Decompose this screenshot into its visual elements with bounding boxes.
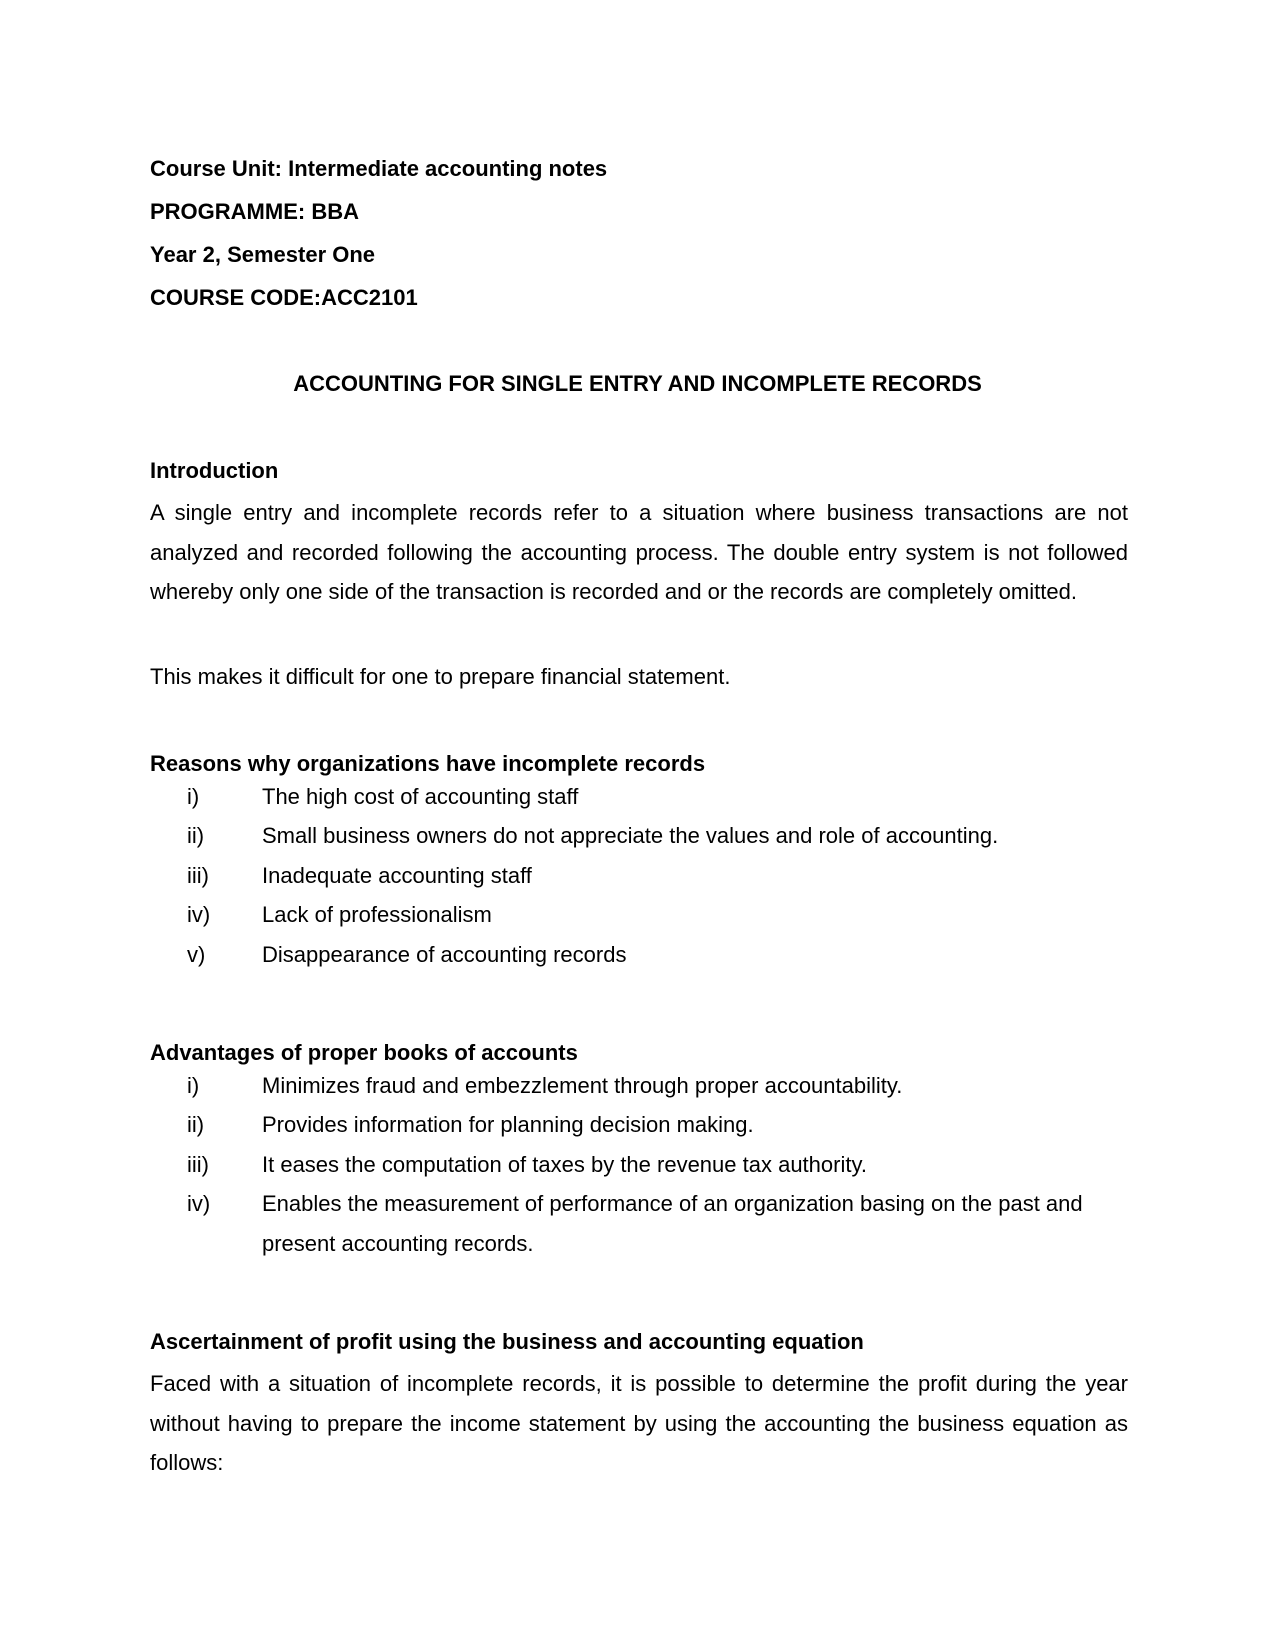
list-item-text: It eases the computation of taxes by the revenue tax authority. [262, 1152, 867, 1177]
list-item-text: Inadequate accounting staff [262, 863, 532, 888]
list-item-number: iv) [187, 902, 211, 927]
list-item-text: The high cost of accounting staff [262, 784, 579, 809]
list-item-text: Minimizes fraud and embezzlement through proper accountability. [262, 1073, 903, 1098]
list-item-text: Provides information for planning decision making. [262, 1112, 754, 1137]
list-item-number: i) [187, 1073, 200, 1098]
introduction-heading: Introduction [150, 458, 279, 483]
list-item-number: i) [187, 784, 200, 809]
reasons-heading: Reasons why organizations have incomplete records [150, 751, 706, 776]
list-item-text: Disappearance of accounting records [262, 942, 627, 967]
introduction-note: This makes it difficult for one to prepare financial statement. [150, 664, 731, 689]
list-item-text: Enables the measurement of performance of an organization basing on the past and present accounting records. [262, 1191, 1083, 1256]
course-unit: Course Unit: Intermediate accounting notes [150, 156, 608, 181]
course-code: COURSE CODE:ACC2101 [150, 285, 418, 310]
year-semester: Year 2, Semester One [150, 242, 376, 267]
profit-heading: Ascertainment of profit using the business and accounting equation [150, 1329, 864, 1354]
document-title: ACCOUNTING FOR SINGLE ENTRY AND INCOMPLETE RECORDS [293, 371, 982, 396]
programme: PROGRAMME: BBA [150, 199, 359, 224]
list-item-number: iii) [187, 1152, 209, 1177]
list-item-number: iii) [187, 863, 209, 888]
advantages-heading: Advantages of proper books of accounts [150, 1040, 578, 1065]
list-item-number: v) [187, 942, 206, 967]
list-item-text: Lack of professionalism [262, 902, 492, 927]
list-item-text: Small business owners do not appreciate the values and role of accounting. [262, 823, 999, 848]
list-item-number: ii) [187, 823, 205, 848]
list-item-number: iv) [187, 1191, 211, 1216]
introduction-paragraph: A single entry and incomplete records refer to a situation where business transactions are not analyzed and recorded following the accounting process. The double entry system is not followed whereby only one side of the transaction is recorded and or the records are completely omitted. [150, 500, 1128, 604]
list-item-number: ii) [187, 1112, 205, 1137]
profit-paragraph: Faced with a situation of incomplete records, it is possible to determine the profit during the year without having to prepare the income statement by using the accounting the business equation as follows: [150, 1371, 1128, 1475]
